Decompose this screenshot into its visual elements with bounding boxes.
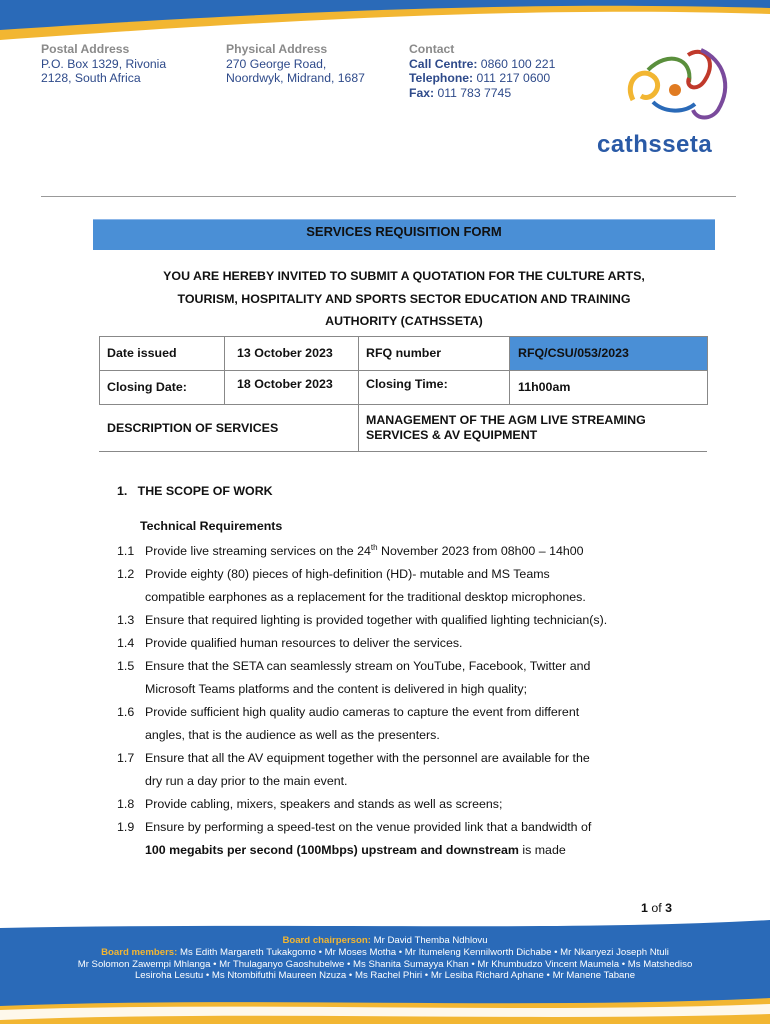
technical-requirements-heading: Technical Requirements xyxy=(140,519,283,533)
item-text: Provide sufficient high quality audio cameras to capture the event from different xyxy=(145,705,580,719)
item-superscript: th xyxy=(370,542,378,552)
item-text-cont: November 2023 from 08h00 – 14h00 xyxy=(377,544,584,558)
list-item xyxy=(117,655,697,701)
table-border-right xyxy=(707,336,708,405)
physical-address-line2: Noordwyk, Midrand, 1687 xyxy=(226,71,365,86)
item-number: 1.5 xyxy=(117,659,135,673)
item-number: 1.9 xyxy=(117,820,135,834)
table-divider-1 xyxy=(224,336,225,405)
header-divider xyxy=(41,196,736,197)
closing-time-label: Closing Time: xyxy=(366,377,448,391)
page-of: of xyxy=(651,901,662,915)
item-text-cont: is made xyxy=(518,843,566,857)
table-border-row2 xyxy=(99,404,707,405)
postal-address xyxy=(41,42,166,86)
form-title: SERVICES REQUISITION FORM xyxy=(306,224,502,239)
page-current: 1 xyxy=(641,901,648,915)
requirements-list xyxy=(117,540,697,862)
description-line-1: MANAGEMENT OF THE AGM LIVE STREAMING xyxy=(366,413,646,427)
postal-address-line2: 2128, South Africa xyxy=(41,71,141,86)
invitation-line-3: AUTHORITY (CATHSSETA) xyxy=(325,314,483,328)
item-text: Provide cabling, mixers, speakers and stands as well as screens; xyxy=(145,797,503,811)
item-text-cont: angles, that is the audience as well as the presenters. xyxy=(145,728,440,742)
item-text: Provide qualified human resources to deliver the services. xyxy=(145,636,463,650)
date-issued-label: Date issued xyxy=(107,346,177,360)
contact-title: Contact xyxy=(409,42,455,56)
item-text-cont: dry run a day prior to the main event. xyxy=(145,774,348,788)
item-text: Ensure by performing a speed-test on the venue provided link that a bandwidth of xyxy=(145,820,592,834)
chair-name: Mr David Themba Ndhlovu xyxy=(373,935,488,946)
table-border-bottom xyxy=(99,451,707,452)
table-border-row1 xyxy=(99,370,707,371)
chair-label: Board chairperson: xyxy=(282,935,371,946)
page-total: 3 xyxy=(665,901,673,915)
table-divider-3 xyxy=(509,336,510,405)
postal-address-line1: P.O. Box 1329, Rivonia xyxy=(41,56,167,71)
invitation-line-1: YOU ARE HEREBY INVITED TO SUBMIT A QUOTATION FOR THE CULTURE ARTS, xyxy=(163,269,645,283)
logo-text: cathsseta xyxy=(597,131,713,158)
table-border-left xyxy=(99,336,100,405)
scope-heading: 1. THE SCOPE OF WORK xyxy=(117,484,273,498)
item-number: 1.6 xyxy=(117,705,135,719)
list-item xyxy=(117,701,697,747)
item-text-cont: compatible earphones as a replacement for the traditional desktop microphones. xyxy=(145,590,586,604)
board-members-line-1 xyxy=(0,947,770,958)
page-number xyxy=(641,901,672,915)
board-members-line-3: Lesiroha Lesutu • Ms Ntombifuthi Maureen Nzuza • Ms Rachel Phiri • Mr Lesiba Richard Aphane • Mr Manene Tabane xyxy=(134,970,636,981)
description-label: DESCRIPTION OF SERVICES xyxy=(107,421,279,435)
table-divider-2 xyxy=(358,336,359,452)
item-text: Provide eighty (80) pieces of high-definition (HD)- mutable and MS Teams xyxy=(145,567,550,581)
list-item xyxy=(117,747,697,793)
item-bold-text: 100 megabits per second (100Mbps) upstream and downstream xyxy=(145,843,519,857)
item-number: 1.8 xyxy=(117,797,135,811)
list-item xyxy=(117,609,697,632)
list-item xyxy=(117,793,697,816)
members-names-1: Ms Edith Margareth Tukakgomo • Mr Moses Motha • Mr Itumeleng Kennilworth Dichabe • Mr Nkanyezi Joseph Ntuli xyxy=(180,947,669,958)
description-value xyxy=(366,413,646,443)
date-issued-value: 13 October 2023 xyxy=(237,346,333,360)
item-number: 1.1 xyxy=(117,544,135,558)
list-item xyxy=(117,632,697,655)
closing-time-value: 11h00am xyxy=(518,380,571,394)
rfq-number-label: RFQ number xyxy=(366,346,442,360)
item-text: Ensure that all the AV equipment together with the personnel are available for the xyxy=(145,751,590,765)
fax-label: Fax: xyxy=(409,85,435,100)
item-number: 1.3 xyxy=(117,613,135,627)
contact-info xyxy=(409,42,555,100)
item-text: Ensure that required lighting is provided together with qualified lighting technician(s). xyxy=(145,613,608,627)
fax-number: 011 783 7745 xyxy=(437,85,512,100)
physical-address-line1: 270 George Road, xyxy=(226,56,327,71)
invitation-text xyxy=(93,265,715,333)
board-chairperson xyxy=(0,935,770,946)
closing-date-value: 18 October 2023 xyxy=(237,377,333,391)
telephone-number: 011 217 0600 xyxy=(476,71,551,86)
item-number: 1.4 xyxy=(117,636,135,650)
call-centre-label: Call Centre: xyxy=(409,56,478,71)
call-centre-number: 0860 100 221 xyxy=(480,56,556,71)
invitation-line-2: TOURISM, HOSPITALITY AND SPORTS SECTOR EDUCATION AND TRAINING xyxy=(177,291,631,306)
form-title-bar xyxy=(93,219,715,250)
item-number: 1.2 xyxy=(117,567,135,581)
physical-address-title: Physical Address xyxy=(226,42,328,56)
physical-address xyxy=(226,42,365,86)
telephone-label: Telephone: xyxy=(409,71,474,86)
item-text: Provide live streaming services on the 24 xyxy=(145,544,371,558)
closing-date-label: Closing Date: xyxy=(107,380,187,394)
postal-address-title: Postal Address xyxy=(41,42,130,56)
list-item xyxy=(117,540,697,563)
list-item xyxy=(117,563,697,609)
rfq-number-value: RFQ/CSU/053/2023 xyxy=(518,346,629,360)
members-label: Board members: xyxy=(101,947,178,958)
board-members-line-2: Mr Solomon Zawempi Mhlanga • Mr Thulaganyo Gaoshubelwe • Ms Shanita Sumayya Khan • Mr Khumbudzo Vincent Maumela • Ms Matshediso xyxy=(77,959,693,970)
item-number: 1.7 xyxy=(117,751,135,765)
item-text-cont: Microsoft Teams platforms and the content is delivered in high quality; xyxy=(145,682,528,696)
description-line-2: SERVICES & AV EQUIPMENT xyxy=(366,428,538,442)
list-item xyxy=(117,816,697,862)
item-text: Ensure that the SETA can seamlessly stream on YouTube, Facebook, Twitter and xyxy=(145,659,591,673)
